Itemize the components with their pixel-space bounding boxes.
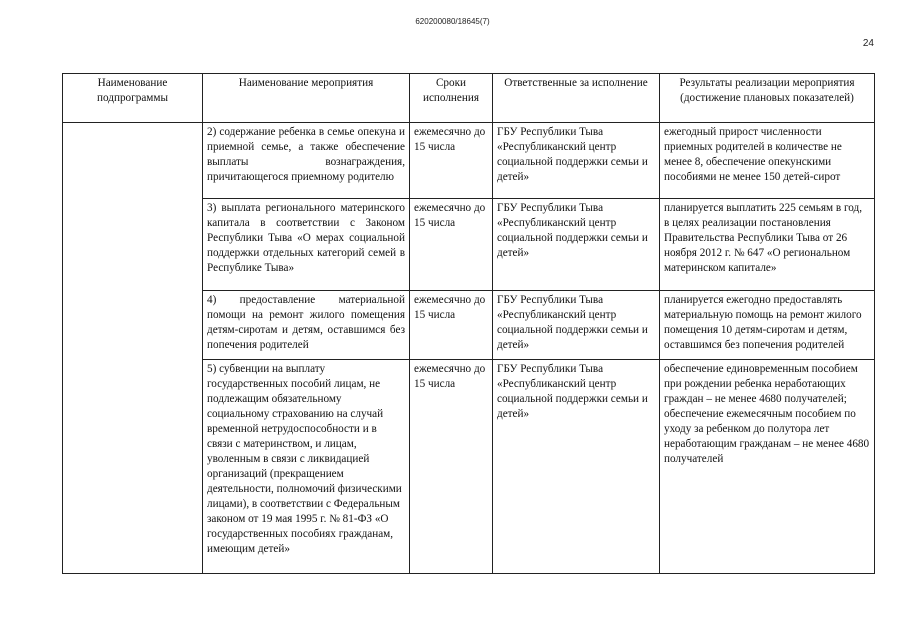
result-cell: планируется ежегодно предоставлять материальную помощь на ремонт жилого помещения 10 детям-сиротам и детям, оставшимся без попечения родителей bbox=[660, 291, 875, 360]
deadline-cell: ежемесячно до 15 числа bbox=[410, 291, 493, 360]
table-row bbox=[63, 123, 875, 199]
deadline-cell: ежемесячно до 15 числа bbox=[410, 123, 493, 199]
activity-cell: 3) выплата регионального материнского капитала в соответствии с Законом Республики Тыва «О мерах социальной поддержки отдельных категорий семей в Республике Тыва» bbox=[203, 199, 410, 291]
table-header-row bbox=[63, 74, 875, 123]
result-cell: ежегодный прирост численности приемных родителей в количестве не менее 8, обеспечение опекунскими пособиями не менее 150 детей-сирот bbox=[660, 123, 875, 199]
responsible-cell: ГБУ Республики Тыва «Республиканский центр социальной поддержки семьи и детей» bbox=[493, 123, 660, 199]
responsible-cell: ГБУ Республики Тыва «Республиканский центр социальной поддержки семьи и детей» bbox=[493, 291, 660, 360]
result-cell: планируется выплатить 225 семьям в год, в целях реализации постановления Правительства Республики Тыва от 26 ноября 2012 г. № 647 «О региональном материнском капитале» bbox=[660, 199, 875, 291]
deadline-cell: ежемесячно до 15 числа bbox=[410, 360, 493, 574]
activity-cell: 2) содержание ребенка в семье опекуна и приемной семье, а также обеспечение выплаты вознаграждения, причитающегося приемному родителю bbox=[203, 123, 410, 199]
header-responsible: Ответственные за исполнение bbox=[493, 74, 660, 123]
header-result: Результаты реализации мероприятия (достижение плановых показателей) bbox=[660, 74, 875, 123]
program-activities-table bbox=[62, 73, 875, 574]
result-cell: обеспечение единовременным пособием при рождении ребенка неработающих граждан – не менее 4680 получателей; обеспечение ежемесячным пособием по уходу за ребенком до полутора лет неработающим гражданам – не менее 4680 получателей bbox=[660, 360, 875, 574]
activity-cell: 4) предоставление материальной помощи на ремонт жилого помещения детям-сиротам и детям, оставшимся без попечения родителей bbox=[203, 291, 410, 360]
subprogram-cell bbox=[63, 123, 203, 574]
responsible-cell: ГБУ Республики Тыва «Республиканский центр социальной поддержки семьи и детей» bbox=[493, 360, 660, 574]
header-deadline: Сроки исполнения bbox=[410, 74, 493, 123]
deadline-cell: ежемесячно до 15 числа bbox=[410, 199, 493, 291]
document-id: 620200080/18645(7) bbox=[415, 17, 490, 26]
activity-cell: 5) субвенции на выплату государственных пособий лицам, не подлежащим обязательному социальному страхованию на случай временной нетрудоспособности и в связи с материнством, и лицам, уволенным в связи с ликвидацией организаций (прекращением деятельности, полномочий физическими лицами), в соответствии с Федеральным законом от 19 мая 1995 г. № 81-ФЗ «О государственных пособиях гражданам, имеющим детей» bbox=[203, 360, 410, 574]
page-number: 24 bbox=[862, 38, 874, 49]
responsible-cell: ГБУ Республики Тыва «Республиканский центр социальной поддержки семьи и детей» bbox=[493, 199, 660, 291]
header-subprogram: Наименование подпрограммы bbox=[63, 74, 203, 123]
header-activity: Наименование мероприятия bbox=[203, 74, 410, 123]
